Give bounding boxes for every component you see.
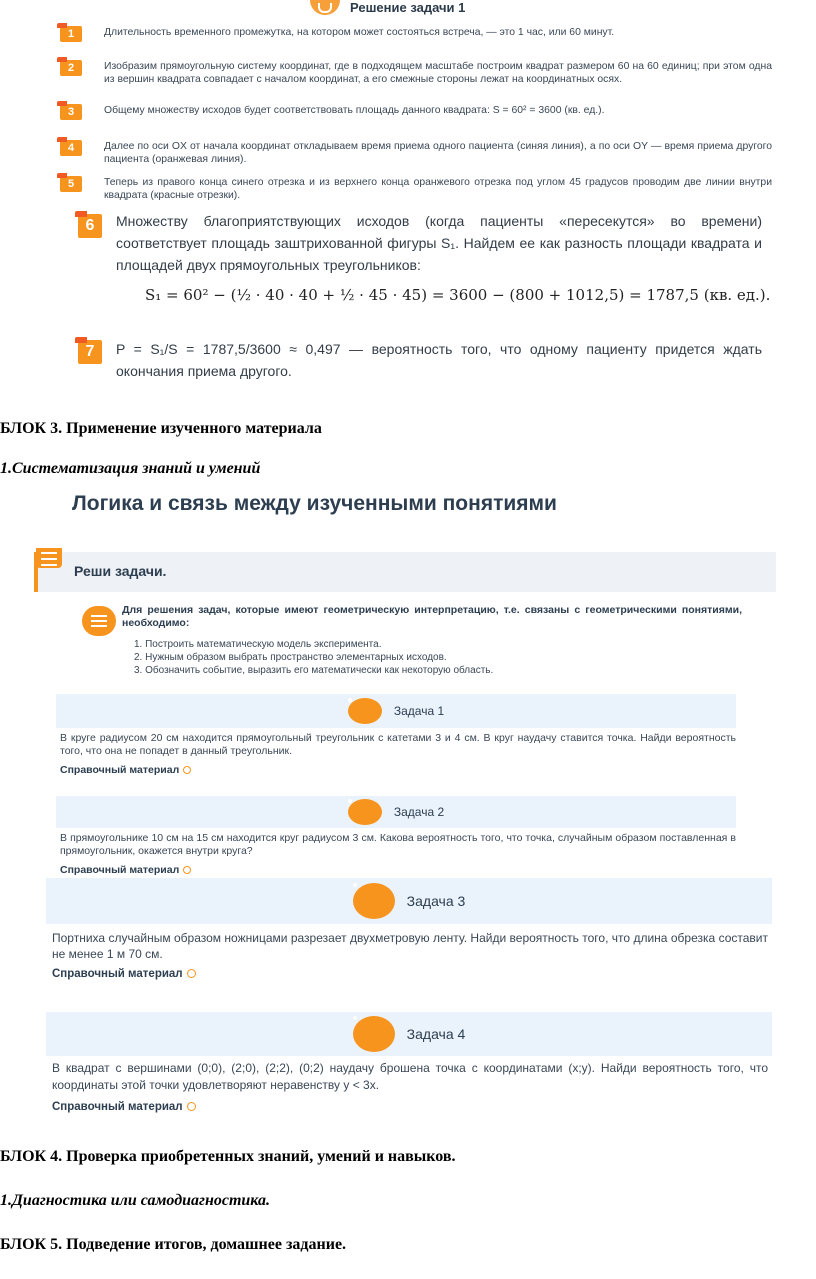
task-title: Задача 3 — [406, 893, 466, 909]
solution-step-3 — [60, 104, 772, 120]
checklist-icon — [82, 606, 116, 636]
task-1-header — [56, 694, 736, 728]
solution-step-7 — [78, 340, 762, 382]
requirements-list — [134, 638, 493, 677]
task-3-text: Портниха случайным образом ножницами разрезает двухметровую ленту. Найди вероятность того, что длина обрезка составит не менее 1 м 70 см. — [52, 931, 768, 961]
logic-title: Логика и связь между изученными понятиями — [72, 492, 557, 515]
step-text: Общему множеству исходов будет соответствовать площадь данного квадрата: S = 60² = 3600 (кв. ед.). — [104, 105, 605, 116]
info-icon — [187, 1102, 196, 1111]
task-2-text: В прямоугольнике 10 см на 15 см находится круг радиусом 3 см. Какова вероятность того, что точка, случайным образом поставленная в прямоугольник, окажется внутри круга? — [60, 832, 736, 857]
task-4-header — [46, 1012, 772, 1056]
task-2-reference-link[interactable]: Справочный материал — [60, 864, 191, 876]
step-number: 4 — [60, 140, 82, 156]
requirements-intro: Для решения задач, которые имеют геометрическую интерпретацию, т.е. связаны с геометрическими понятиями, необходимо: — [122, 604, 742, 629]
section-systematization-heading: 1.Систематизация знаний и умений — [0, 460, 261, 477]
list-item: 2. Нужным образом выбрать пространство элементарных исходов. — [134, 652, 447, 663]
block-3-heading: БЛОК 3. Применение изученного материала — [0, 420, 322, 437]
area-formula: S₁ = 60² − (½ · 40 · 40 + ½ · 45 · 45) = 3600 − (800 + 1012,5) = 1787,5 (кв. ед.). — [145, 286, 771, 304]
step-text: Теперь из правого конца синего отрезка и из верхнего конца оранжевого отрезка под углом 45 градусов проводим две линии внутри квадрата (красные отрезки). — [104, 177, 772, 201]
step-number: 2 — [60, 60, 82, 76]
task-1-text: В круге радиусом 20 см находится прямоугольный треугольник с катетами 3 и 4 см. В круг наудачу ставится точка. Найди вероятность того, что она не попадет в данный треугольник. — [60, 732, 736, 757]
list-icon — [36, 548, 62, 568]
task-1-reference-link[interactable]: Справочный материал — [60, 764, 191, 776]
step-text: Изобразим прямоугольную систему координат, где в подходящем масштабе построим квадрат размером 60 на 60 единиц; при этом одна из вершин квадрата совпадает с началом координат, а его смежные стороны лежат на координатных осях. — [104, 61, 772, 85]
step-number: 7 — [78, 340, 102, 364]
block-5-heading: БЛОК 5. Подведение итогов, домашнее задание. — [0, 1236, 347, 1253]
task-4-text: В квадрат с вершинами (0;0), (2;0), (2;2), (0;2) наудачу брошена точка с координатами (x;y). Найди вероятность того, что координаты этой точки удовлетворяют неравенству y < 3x. — [52, 1061, 768, 1092]
list-item: 3. Обозначить событие, выразить его математически как некоторую область. — [134, 665, 494, 676]
step-text: P = S₁/S = 1787,5/3600 ≈ 0,497 — вероятность того, что одному пациенту придется ждать окончания приема другого. — [116, 341, 762, 379]
step-number: 6 — [78, 214, 102, 238]
info-icon — [183, 866, 191, 874]
solve-tasks-label: Реши задачи. — [74, 563, 167, 579]
step-number: 5 — [60, 176, 82, 192]
solution-step-6 — [78, 214, 762, 276]
search-icon — [353, 883, 395, 919]
step-number: 1 — [60, 26, 82, 42]
solution-step-5 — [60, 176, 772, 202]
info-icon — [187, 969, 196, 978]
task-title: Задача 2 — [393, 805, 445, 819]
task-3-header — [46, 878, 772, 924]
info-icon — [183, 766, 191, 774]
task-title: Задача 1 — [393, 704, 445, 718]
list-item: 1. Построить математическую модель эксперимента. — [134, 639, 382, 650]
task-2-header — [56, 796, 736, 828]
task-3-reference-link[interactable]: Справочный материал — [52, 968, 196, 980]
step-number: 3 — [60, 104, 82, 120]
solution-title: Решение задачи 1 — [350, 0, 466, 15]
search-icon — [348, 799, 382, 825]
search-icon — [353, 1016, 395, 1052]
task-4-reference-link[interactable]: Справочный материал — [52, 1101, 196, 1113]
lightbulb-icon — [310, 0, 340, 15]
task-title: Задача 4 — [406, 1026, 466, 1042]
step-text: Далее по оси OX от начала координат откладываем время приема одного пациента (синяя линия), а по оси OY — время приема другого пациента (оранжевая линия). — [104, 141, 772, 165]
solution-step-1 — [60, 26, 772, 42]
section-diagnostics-heading: 1.Диагностика или самодиагностика. — [0, 1192, 270, 1209]
solution-header — [310, 0, 465, 14]
block-4-heading: БЛОК 4. Проверка приобретенных знаний, умений и навыков. — [0, 1148, 456, 1165]
search-icon — [348, 698, 382, 724]
step-text: Длительность временного промежутка, на котором может состояться встреча, — это 1 час, или 60 минут. — [104, 27, 615, 38]
solution-step-4 — [60, 140, 772, 166]
step-text: Множеству благоприятствующих исходов (когда пациенты «пересекутся» во времени) соответствует площадь заштрихованной фигуры S₁. Найдем ее как разность площади квадрата и площадей двух прямоугольных треугольников: — [116, 213, 762, 273]
solution-step-2 — [60, 60, 772, 86]
